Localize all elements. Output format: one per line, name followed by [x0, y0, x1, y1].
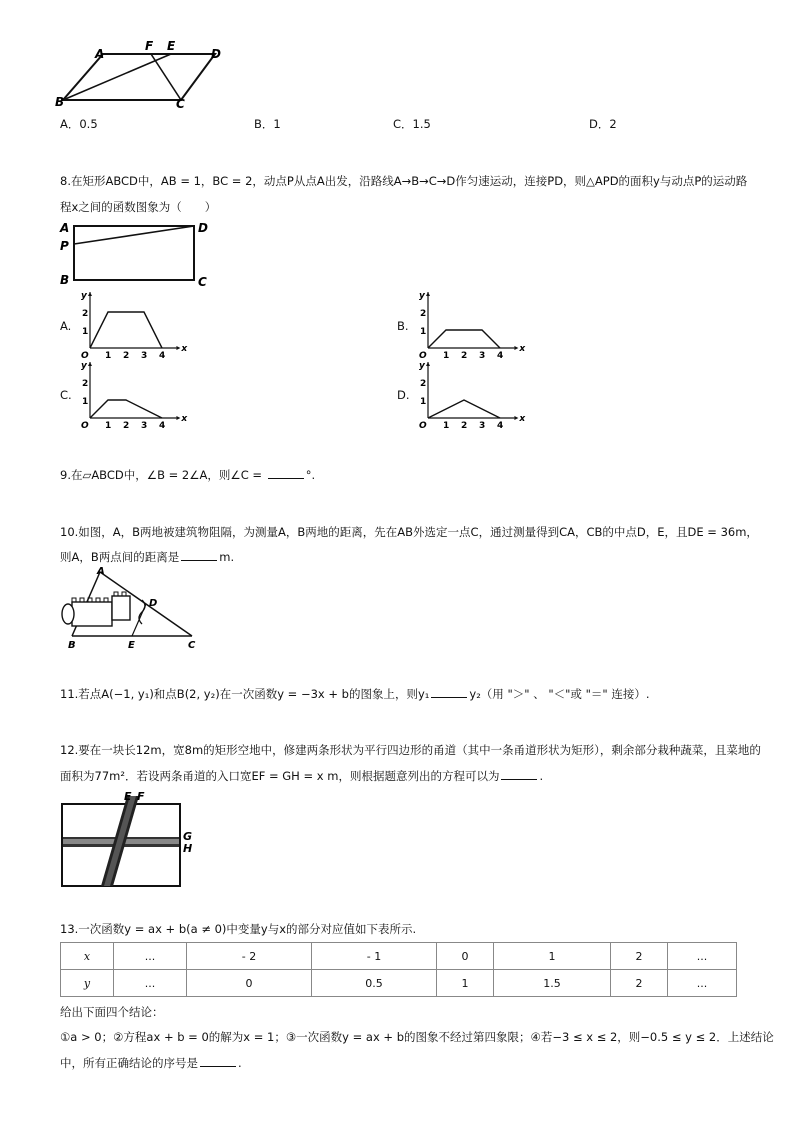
table-cell: - 2 — [187, 943, 312, 970]
q12-text-line1: 12.要在一块长12m，宽8m的矩形空地中，修建两条形状为平行四边形的甬道（其中一条甬道形状为矩形），剩余部分栽种蔬菜，且菜地的 — [60, 743, 761, 757]
q10-label-c: C — [188, 640, 196, 651]
x-tick-label: 4 — [497, 351, 504, 361]
x-axis-label: x — [181, 344, 188, 354]
q7-option-c: C．1.5 — [393, 117, 431, 131]
q11-answer-blank[interactable] — [431, 687, 467, 698]
table-cell: 1 — [437, 970, 494, 997]
table-cell: x — [61, 943, 114, 970]
q7-label-b: B — [55, 95, 65, 109]
origin-label: O — [81, 421, 89, 431]
q13-table — [60, 942, 737, 997]
q9-answer-blank[interactable] — [268, 468, 304, 479]
q8-label-a: A — [60, 221, 70, 235]
x-tick-label: 2 — [461, 421, 468, 431]
q8-option-c-letter: C. — [60, 388, 72, 402]
q9-text — [60, 467, 315, 483]
q12-label-h: H — [183, 842, 193, 855]
y-axis-arrow — [426, 292, 430, 296]
q10-text-after: m. — [219, 550, 235, 564]
q7-option-b: B．1 — [254, 117, 281, 131]
x-tick-label: 1 — [443, 351, 450, 361]
y-tick-label: 1 — [420, 397, 427, 407]
q10-label-a: A — [97, 566, 105, 577]
table-cell: 0.5 — [312, 970, 437, 997]
x-tick-label: 3 — [479, 351, 486, 361]
q8-option-d-letter: D. — [397, 388, 410, 402]
q8-label-c: C — [198, 275, 207, 289]
q13-answer-blank[interactable] — [200, 1056, 236, 1067]
x-tick-label: 1 — [105, 421, 112, 431]
y-axis-label: y — [81, 291, 87, 301]
table-row — [61, 970, 737, 997]
graph-line — [90, 312, 162, 348]
x-axis-arrow — [514, 416, 518, 420]
q8-option-d-graph — [418, 360, 526, 431]
q8-option-a-letter: A. — [60, 319, 72, 333]
q12-text-before: 面积为77m²．若设两条甬道的入口宽EF = GH = x m，则根据题意列出的方程可以为 — [60, 769, 500, 783]
table-cell: - 1 — [312, 943, 437, 970]
y-tick-label: 2 — [420, 309, 427, 319]
q10-label-b: B — [68, 640, 76, 651]
q12-answer-blank[interactable] — [501, 769, 537, 780]
table-cell: 1.5 — [494, 970, 611, 997]
q12-text-line2 — [60, 768, 543, 784]
q10-text-line1: 10.如图，A，B两地被建筑物阻隔，为测量A，B两地的距离，先在AB外选定一点C，通过测量得到CA，CB的中点D，E，且DE = 36m， — [60, 525, 758, 539]
y-tick-label: 1 — [82, 327, 89, 337]
q12-label-f: F — [137, 790, 145, 803]
x-tick-label: 2 — [461, 351, 468, 361]
graph-line — [428, 330, 500, 348]
origin-label: O — [419, 421, 427, 431]
table-cell: 2 — [611, 970, 668, 997]
q13-given: 给出下面四个结论： — [60, 1005, 164, 1019]
x-axis-label: x — [519, 414, 526, 424]
x-axis-label: x — [181, 414, 188, 424]
table-cell: ... — [114, 970, 187, 997]
q13-intro: 13.一次函数y = ax + b(a ≠ 0)中变量y与x的部分对应值如下表所示. — [60, 922, 417, 936]
q8-text-line1: 8.在矩形ABCD中，AB = 1，BC = 2，动点P从点A出发，沿路线A→B→C→D作匀速运动，连接PD，则△APD的面积y与动点P的运动路 — [60, 174, 748, 188]
q13-text-before: 中，所有正确结论的序号是 — [60, 1056, 198, 1070]
q8-label-d: D — [198, 221, 208, 235]
q10-text-before: 则A，B两点间的距离是 — [60, 550, 180, 564]
x-tick-label: 4 — [497, 421, 504, 431]
table-cell: 1 — [494, 943, 611, 970]
q7-label-c: C — [176, 97, 185, 111]
x-tick-label: 3 — [141, 351, 148, 361]
table-cell: ... — [668, 970, 737, 997]
q7-label-d: D — [211, 47, 221, 61]
q8-text-line2: 程x之间的函数图象为（ ） — [60, 200, 217, 214]
x-axis-label: x — [519, 344, 526, 354]
y-tick-label: 2 — [82, 379, 89, 389]
q8-rectangle-figure — [58, 220, 208, 290]
q10-answer-blank[interactable] — [181, 550, 217, 561]
x-tick-label: 4 — [159, 351, 166, 361]
q9-text-before: 9.在▱ABCD中，∠B = 2∠A，则∠C = — [60, 468, 266, 482]
q12-field-figure — [60, 790, 200, 890]
q7-label-e: E — [167, 39, 176, 53]
x-axis-arrow — [176, 416, 180, 420]
q7-label-f: F — [145, 39, 154, 53]
y-axis-arrow — [88, 292, 92, 296]
q12-label-g: G — [183, 830, 193, 843]
y-axis-label: y — [419, 361, 425, 371]
x-tick-label: 2 — [123, 421, 130, 431]
q7-label-a: A — [95, 47, 105, 61]
table-cell: 2 — [611, 943, 668, 970]
q8-option-b-graph — [418, 290, 526, 361]
table-cell: 0 — [437, 943, 494, 970]
q9-text-after: °. — [305, 468, 316, 482]
q10-label-d: D — [149, 598, 158, 609]
q7-option-a: A．0.5 — [60, 117, 98, 131]
q8-label-b: B — [60, 273, 70, 287]
y-tick-label: 1 — [82, 397, 89, 407]
graph-line — [90, 400, 162, 418]
q7-option-d: D．2 — [589, 117, 617, 131]
origin-label: O — [81, 351, 89, 361]
q8-label-p: P — [60, 239, 69, 253]
table-cell: 0 — [187, 970, 312, 997]
q10-figure — [58, 566, 208, 650]
table-cell: y — [61, 970, 114, 997]
x-tick-label: 2 — [123, 351, 130, 361]
q8-option-a-graph — [80, 290, 188, 361]
y-axis-label: y — [419, 291, 425, 301]
y-axis-label: y — [81, 361, 87, 371]
x-tick-label: 1 — [443, 421, 450, 431]
graph-line — [428, 400, 500, 418]
q7-figure — [55, 40, 235, 110]
q13-text-after: . — [238, 1056, 242, 1070]
origin-label: O — [419, 351, 427, 361]
q8-option-c-graph — [80, 360, 188, 431]
q13-conclusions-line1: ①a > 0；②方程ax + b = 0的解为x = 1；③一次函数y = ax + b的图象不经过第四象限；④若−3 ≤ x ≤ 2，则−0.5 ≤ y ≤ 2．上述结论 — [60, 1030, 774, 1044]
q11-text-before: 11.若点A(−1, y₁)和点B(2, y₂)在一次函数y = −3x + b的图象上，则y₁ — [60, 687, 430, 701]
q13-conclusions-line2 — [60, 1055, 242, 1071]
x-tick-label: 1 — [105, 351, 112, 361]
q11-text — [60, 686, 649, 702]
q10-text-line2 — [60, 549, 234, 565]
table-cell: ... — [114, 943, 187, 970]
x-tick-label: 3 — [141, 421, 148, 431]
y-tick-label: 2 — [82, 309, 89, 319]
table-cell: ... — [668, 943, 737, 970]
q12-label-e: E — [124, 790, 132, 803]
q11-text-after: y₂（用 "＞" 、 "＜"或 "＝" 连接）. — [469, 687, 650, 701]
y-tick-label: 2 — [420, 379, 427, 389]
y-axis-arrow — [426, 362, 430, 366]
x-axis-arrow — [514, 346, 518, 350]
x-tick-label: 4 — [159, 421, 166, 431]
table-row — [61, 943, 737, 970]
q12-text-after: . — [539, 769, 544, 783]
q10-label-e: E — [128, 640, 135, 651]
q8-option-b-letter: B. — [397, 319, 409, 333]
x-axis-arrow — [176, 346, 180, 350]
x-tick-label: 3 — [479, 421, 486, 431]
y-tick-label: 1 — [420, 327, 427, 337]
y-axis-arrow — [88, 362, 92, 366]
